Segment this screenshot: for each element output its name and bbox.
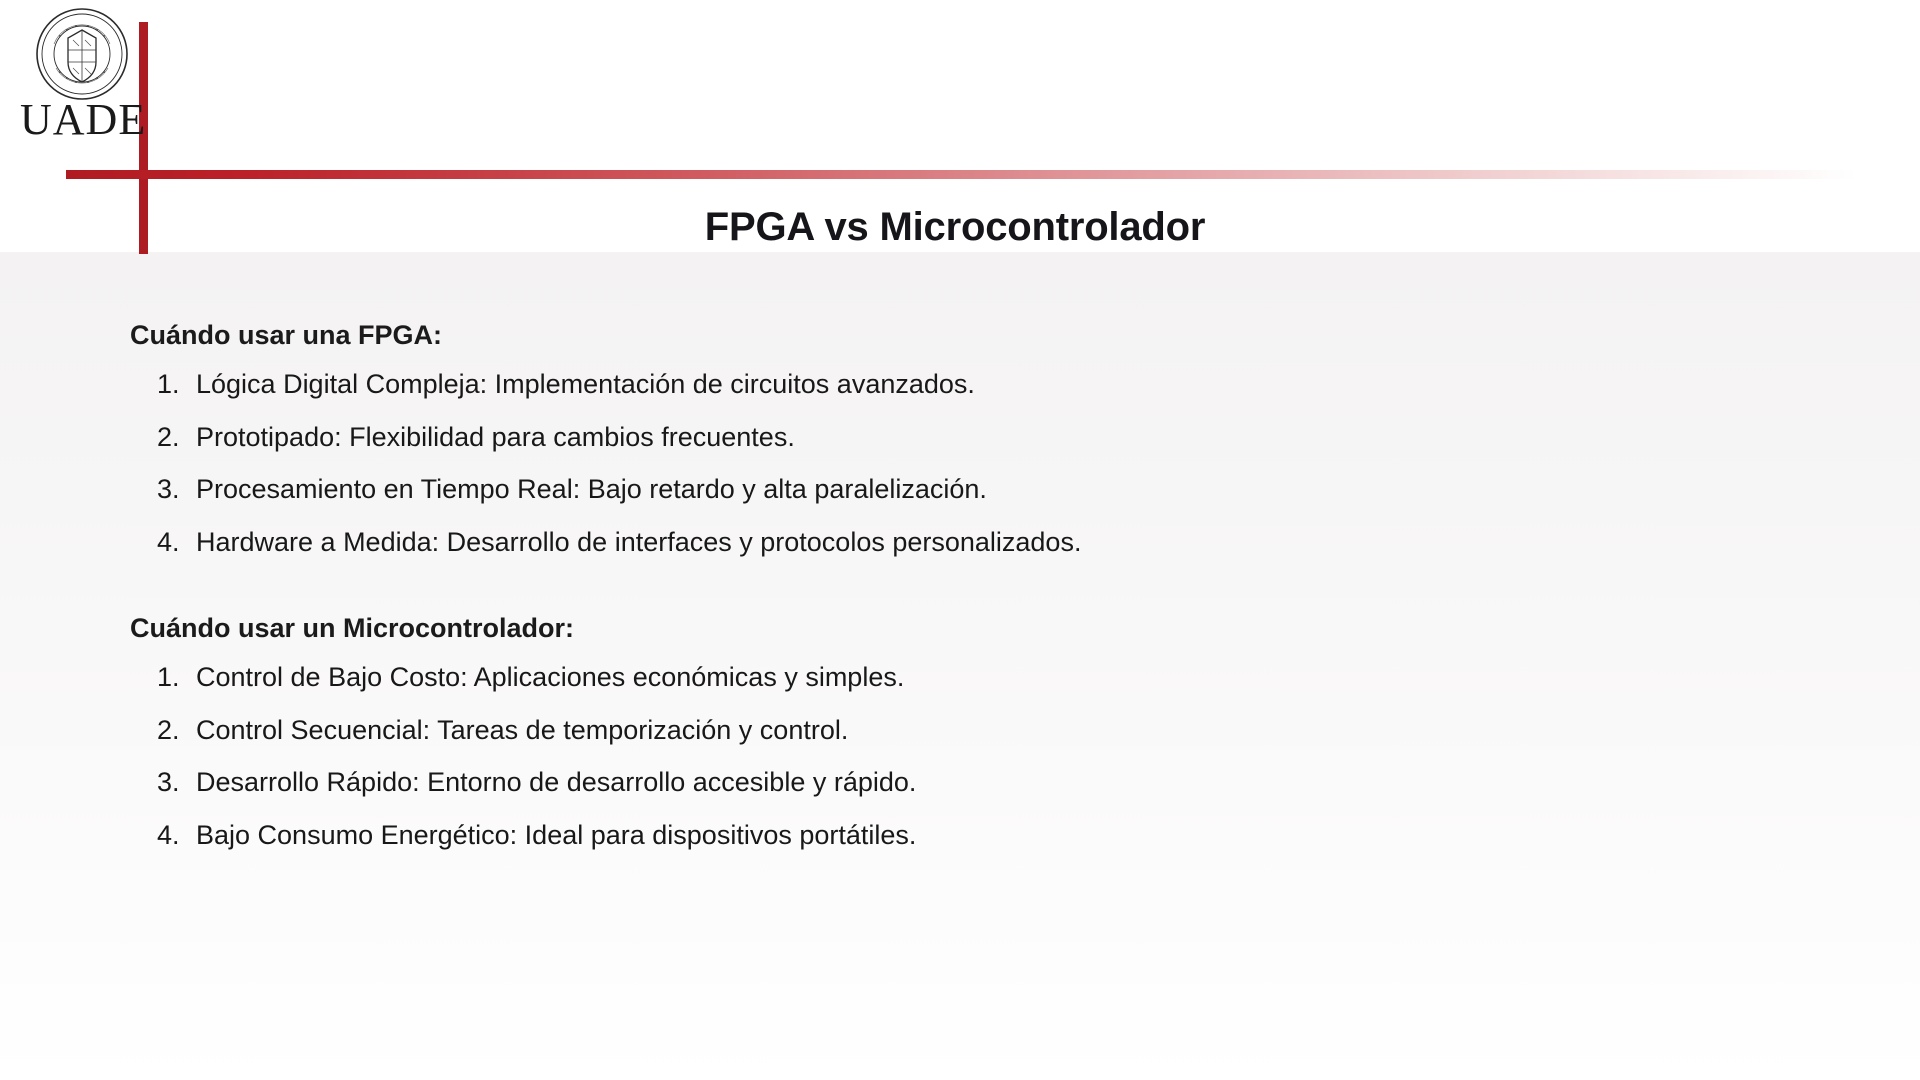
fpga-use-cases-list xyxy=(130,367,1830,559)
list-item: Desarrollo Rápido: Entorno de desarrollo accesible y rápido. xyxy=(196,767,917,798)
section-heading: Cuándo usar un Microcontrolador: xyxy=(130,613,575,644)
list-item: Lógica Digital Compleja: Implementación de circuitos avanzados. xyxy=(196,369,975,400)
uade-wordmark: UADE xyxy=(20,95,147,144)
slide-content xyxy=(130,318,1830,853)
list-item: Control Secuencial: Tareas de temporización y control. xyxy=(196,714,849,745)
section-heading: Cuándo usar una FPGA: xyxy=(130,320,443,350)
decorative-horizontal-rule xyxy=(66,170,1856,179)
section-microcontroller xyxy=(130,611,1830,852)
list-item: Control de Bajo Costo: Aplicaciones económicas y simples. xyxy=(196,662,905,693)
page-title: FPGA vs Microcontrolador xyxy=(704,205,1206,249)
university-seal-icon xyxy=(34,6,130,102)
list-item: Bajo Consumo Energético: Ideal para dispositivos portátiles. xyxy=(196,820,917,851)
list-item: Procesamiento en Tiempo Real: Bajo retardo y alta paralelización. xyxy=(196,474,987,505)
microcontroller-use-cases-list xyxy=(130,660,1830,852)
section-fpga xyxy=(130,318,1830,559)
list-item: Prototipado: Flexibilidad para cambios frecuentes. xyxy=(196,421,795,452)
uade-logo xyxy=(12,6,147,154)
list-item: Hardware a Medida: Desarrollo de interfaces y protocolos personalizados. xyxy=(196,526,1082,557)
